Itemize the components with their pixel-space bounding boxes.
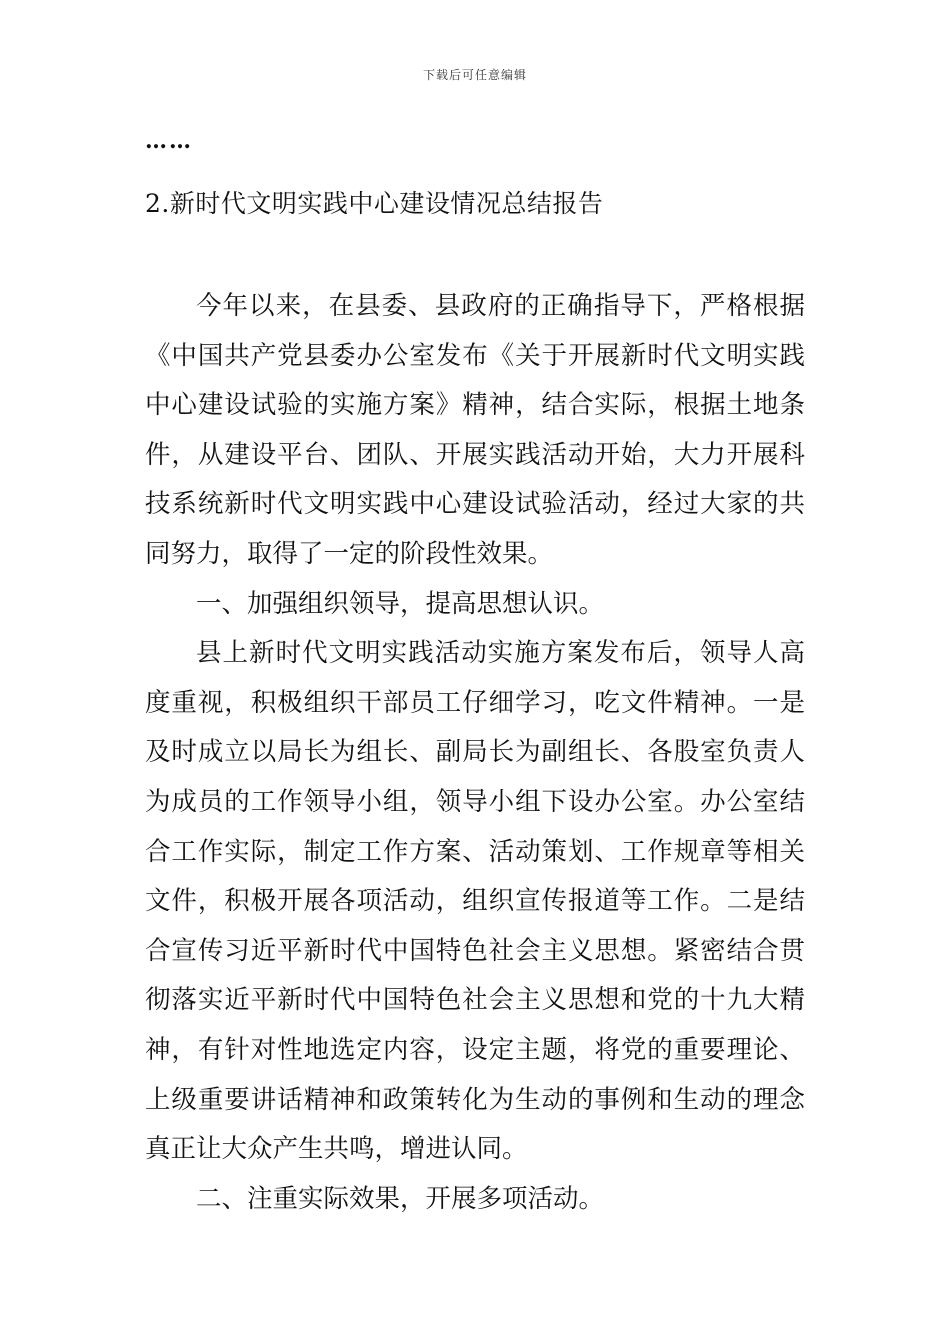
document-title: 2.新时代文明实践中心建设情况总结报告: [145, 189, 604, 218]
document-body: [145, 282, 805, 1224]
section-heading-1: 一、加强组织领导，提高思想认识。: [196, 588, 605, 619]
paragraph-section-1: 县上新时代文明实践活动实施方案发布后，领导人高度重视，积极组织干部员工仔细学习，吃文件精神。一是及时成立以局长为组长、副局长为副组长、各股室负责人为成员的工作领导小组，领导小组下设办公室。办公室结合工作实际，制定工作方案、活动策划、工作规章等相关文件，积极开展各项活动，组织宣传报道等工作。二是结合宣传习近平新时代中国特色社会主义思想。紧密结合贯彻落实近平新时代中国特色社会主义思想和党的十九大精神，有针对性地选定内容，设定主题，将党的重要理论、上级重要讲话精神和政策转化为生动的事例和生动的理念真正让大众产生共鸣，增进认同。: [145, 638, 805, 1165]
page-header-note: 下载后可任意编辑: [422, 68, 527, 82]
continuation-ellipsis: ……: [145, 128, 193, 154]
paragraph-intro: 今年以来，在县委、县政府的正确指导下，严格根据《中国共产党县委办公室发布《关于开展新时代文明实践中心建设试验的实施方案》精神，结合实际，根据土地条件，从建设平台、团队、开展实践活动开始，大力开展科技系统新时代文明实践中心建设试验活动，经过大家的共同努力，取得了一定的阶段性效果。: [145, 291, 805, 569]
section-heading-2: 二、注重实际效果，开展多项活动。: [196, 1183, 605, 1214]
